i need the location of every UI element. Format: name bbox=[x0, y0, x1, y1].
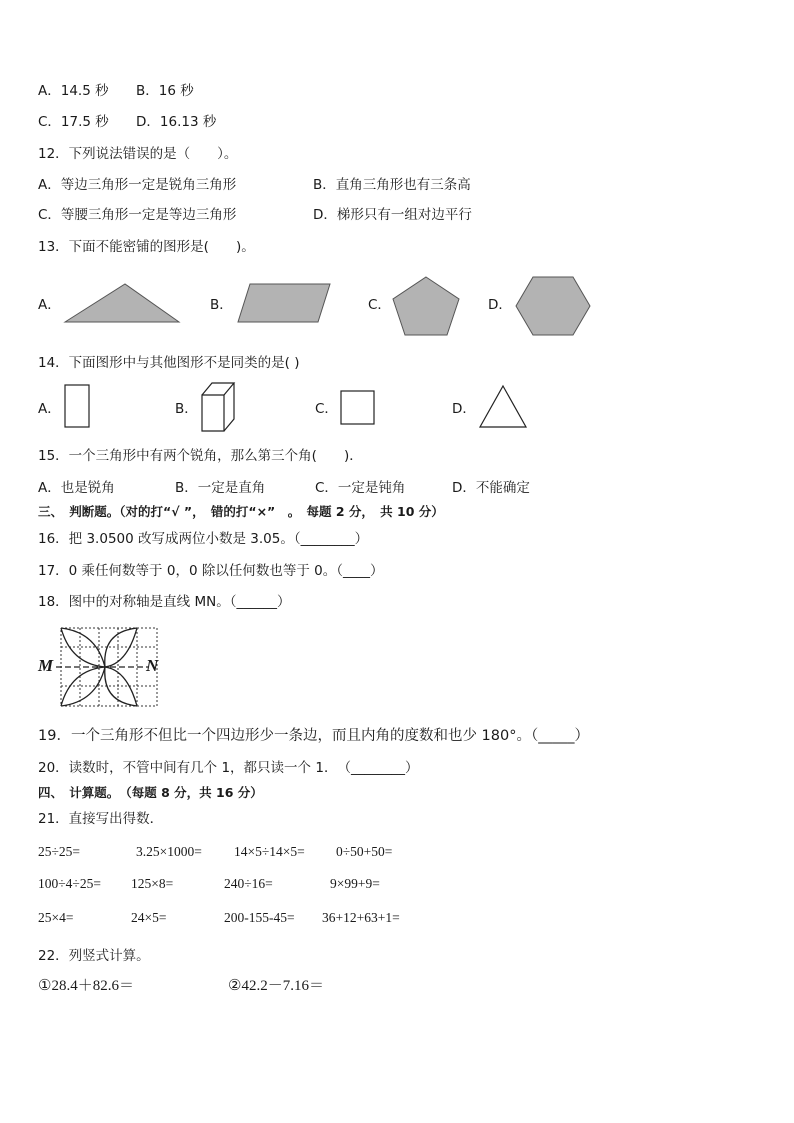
q18-label-m: M bbox=[38, 656, 54, 675]
q14-square-figure bbox=[340, 390, 376, 426]
q14-label-d: D． bbox=[452, 401, 476, 417]
q21-expr: 100÷4÷25= bbox=[38, 876, 101, 891]
q11-option-d: D．16.13 秒 bbox=[136, 114, 217, 130]
q13-label-b: B． bbox=[210, 297, 233, 313]
q12-option-a: A．等边三角形一定是锐角三角形 bbox=[38, 177, 237, 193]
q21-expr: 25×4= bbox=[38, 910, 74, 925]
q16-text: 16．把 3.0500 改写成两位小数是 3.05。（________） bbox=[38, 531, 369, 547]
q21-stem: 21．直接写出得数． bbox=[38, 811, 164, 827]
q13-hexagon-figure bbox=[514, 275, 592, 337]
q12-option-d: D．梯形只有一组对边平行 bbox=[313, 207, 472, 223]
q12-stem: 12．下列说法错误的是（ ）。 bbox=[38, 146, 238, 162]
q22-item-2: ②42.2－7.16＝ bbox=[228, 978, 324, 994]
q11-option-a: A．14.5 秒 bbox=[38, 83, 109, 99]
q15-option-c: C．一定是钝角 bbox=[315, 480, 406, 496]
q21-expr: 14×5÷14×5= bbox=[234, 844, 305, 859]
section-3-heading: 三、 判断题。（对的打“√ ”， 错的打“×” 。 每题 2 分， 共 10 分） bbox=[38, 504, 444, 519]
q14-label-b: B． bbox=[175, 401, 198, 417]
q19-text: 19．一个三角形不但比一个四边形少一条边，而且内角的度数和也少 180°。（_____） bbox=[38, 728, 589, 744]
section-4-heading: 四、 计算题。 （每题 8 分，共 16 分） bbox=[38, 785, 263, 800]
q14-cuboid-figure bbox=[200, 381, 236, 433]
q21-expr: 125×8= bbox=[131, 876, 174, 891]
q11-option-c: C．17.5 秒 bbox=[38, 114, 109, 130]
q18-label-n: N bbox=[146, 656, 159, 675]
q21-expr: 9×99+9= bbox=[330, 876, 380, 891]
q13-triangle-figure bbox=[62, 282, 182, 324]
q14-label-a: A． bbox=[38, 401, 61, 417]
q21-expr: 36+12+63+1= bbox=[322, 910, 400, 925]
q15-stem: 15．一个三角形中有两个锐角，那么第三个角( )． bbox=[38, 448, 363, 464]
q21-expr: 240÷16= bbox=[224, 876, 273, 891]
q15-option-a: A．也是锐角 bbox=[38, 480, 115, 496]
q21-expr: 25÷25= bbox=[38, 844, 81, 859]
q13-parallelogram-figure bbox=[236, 282, 332, 324]
q13-pentagon-figure bbox=[390, 275, 462, 337]
q20-text: 20．读数时，不管中间有几个 1，都只读一个 1． （________） bbox=[38, 760, 419, 776]
q18-stem: 18．图中的对称轴是直线 MN。（______） bbox=[38, 594, 291, 610]
q12-option-b: B．直角三角形也有三条高 bbox=[313, 177, 471, 193]
q22-item-1: ①28.4＋82.6＝ bbox=[38, 978, 134, 994]
q13-stem: 13．下面不能密铺的图形是( )。 bbox=[38, 239, 255, 255]
q17-text: 17．0 乘任何数等于 0，0 除以任何数也等于 0。（____） bbox=[38, 563, 384, 579]
q13-label-c: C． bbox=[368, 297, 391, 313]
q11-option-b: B．16 秒 bbox=[136, 83, 194, 99]
q21-expr: 200-155-45= bbox=[224, 910, 295, 925]
q14-label-c: C． bbox=[315, 401, 338, 417]
q21-expr: 3.25×1000= bbox=[136, 844, 202, 859]
q14-rectangle-figure bbox=[64, 384, 92, 430]
q21-expr: 0÷50+50= bbox=[336, 844, 393, 859]
q12-option-c: C．等腰三角形一定是等边三角形 bbox=[38, 207, 237, 223]
q15-option-b: B．一定是直角 bbox=[175, 480, 266, 496]
q14-triangle-figure bbox=[478, 384, 528, 430]
q13-label-d: D． bbox=[488, 297, 512, 313]
q15-option-d: D．不能确定 bbox=[452, 480, 530, 496]
q21-expr: 24×5= bbox=[131, 910, 167, 925]
q14-stem: 14．下面图形中与其他图形不是同类的是( ) bbox=[38, 355, 300, 371]
q22-stem: 22．列竖式计算。 bbox=[38, 948, 150, 964]
q13-label-a: A． bbox=[38, 297, 61, 313]
